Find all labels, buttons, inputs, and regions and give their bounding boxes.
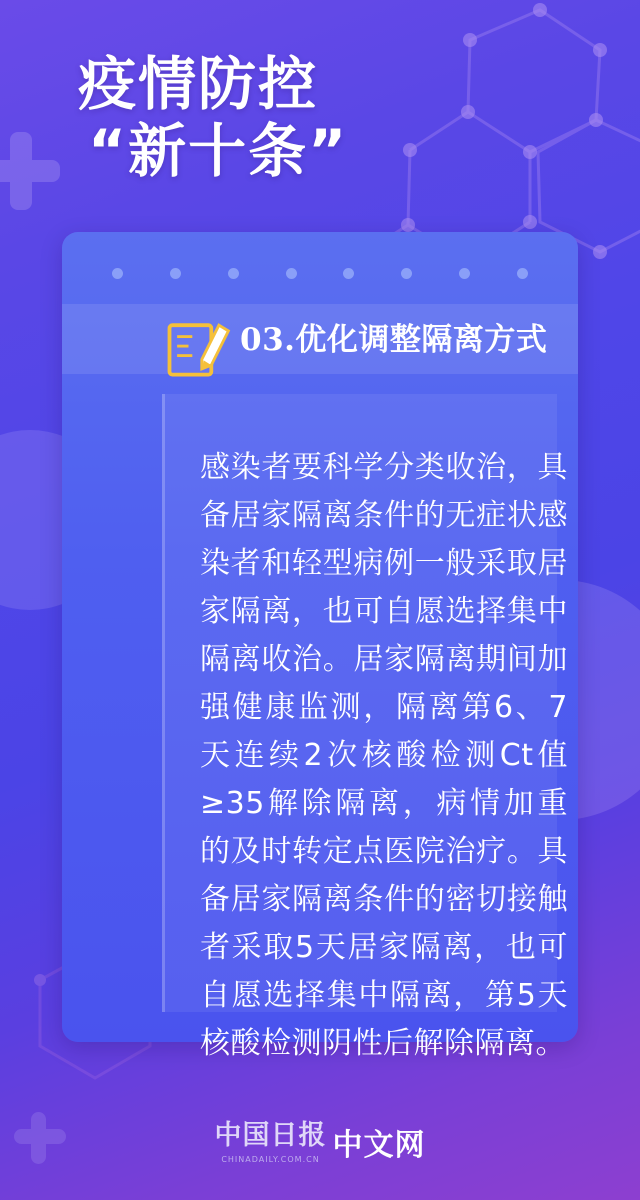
pencil-note-icon bbox=[160, 310, 236, 386]
plus-shape-icon bbox=[0, 132, 60, 210]
poster-title-line2: “新十条” bbox=[88, 117, 349, 185]
dot-icon bbox=[170, 268, 181, 279]
dot-icon bbox=[459, 268, 470, 279]
poster-title-line1: 疫情防控 bbox=[78, 50, 319, 118]
dot-icon bbox=[112, 268, 123, 279]
logo-left-block bbox=[215, 1113, 327, 1164]
dot-icon bbox=[401, 268, 412, 279]
dot-icon bbox=[286, 268, 297, 279]
dot-row bbox=[112, 268, 528, 279]
content-card bbox=[62, 232, 578, 1061]
card-item-title: 03.优化调整隔离方式 bbox=[240, 322, 548, 358]
logo-url-text: CHINADAILY.COM.CN bbox=[221, 1155, 320, 1164]
poster-header bbox=[78, 52, 348, 186]
dot-icon bbox=[228, 268, 239, 279]
card-body-text: 感染者要科学分类收治，具备居家隔离条件的无症状感染者和轻型病例一般采取居家隔离，也可自愿选择集中隔离收治。居家隔离期间加强健康监测，隔离第6、7天连续2次核酸检测Ct值≥35解除隔离，病情加重的及时转定点医院治疗。具备居家隔离条件的密切接触者采取5天居家隔离，也可自愿选择集中隔离，第5天核酸检测阴性后解除隔离。 bbox=[200, 450, 568, 1061]
logo-right-text: 中文网 bbox=[332, 1128, 426, 1163]
dot-icon bbox=[517, 268, 528, 279]
logo-main-text: 中国日报 bbox=[214, 1120, 327, 1151]
dot-icon bbox=[343, 268, 354, 279]
footer-logo bbox=[0, 1113, 640, 1164]
